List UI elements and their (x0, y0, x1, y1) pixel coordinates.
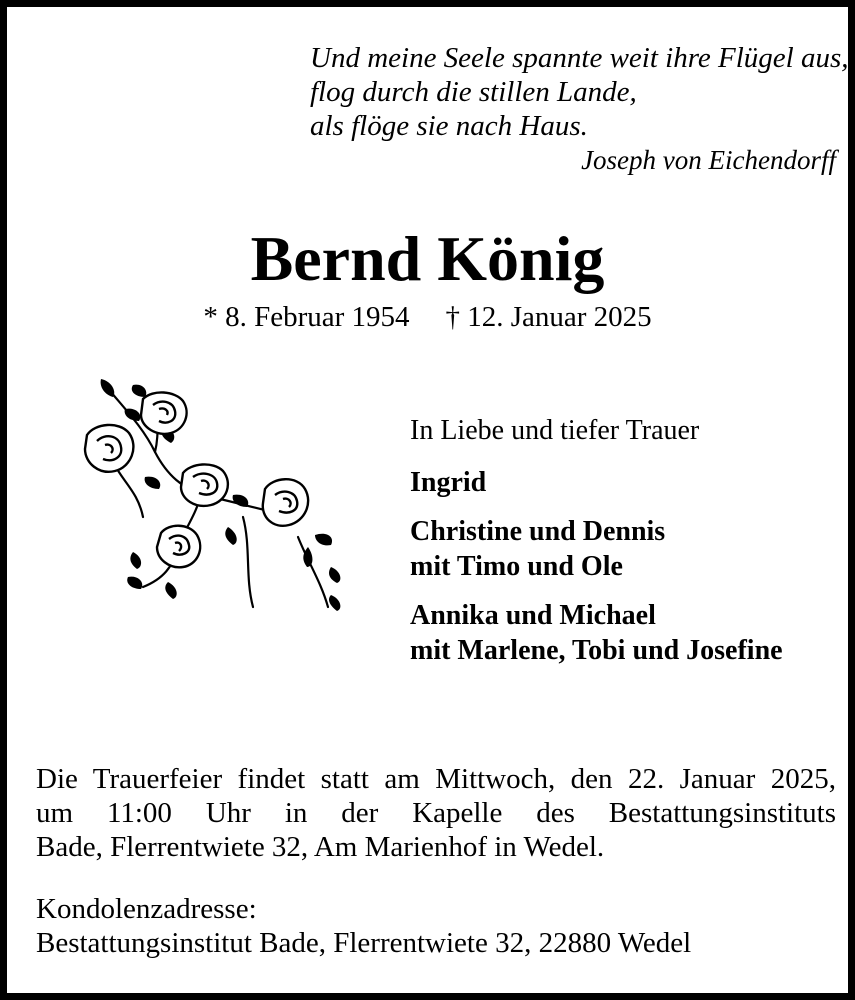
roses-branch-icon (83, 367, 353, 617)
family-line: Ingrid (410, 467, 487, 498)
family-line: mit Timo und Ole (410, 551, 623, 582)
service-line: Bade, Flerrentwiete 32, Am Marienhof in Wedel. (36, 831, 605, 863)
mourners-list (410, 413, 850, 682)
poem-line: als flöge sie nach Haus. (310, 110, 588, 142)
family-group (410, 514, 850, 584)
family-group (410, 465, 850, 500)
condolence-label: Kondolenzadresse: (36, 893, 257, 925)
poem-line: Und meine Seele spannte weit ihre Flügel aus, (310, 42, 849, 74)
condolence-address (36, 892, 836, 960)
birth-date: * 8. Februar 1954 (203, 301, 410, 333)
family-line: mit Marlene, Tobi und Josefine (410, 635, 783, 666)
poem-line: flog durch die stillen Lande, (310, 76, 637, 108)
poem-quote (310, 41, 849, 177)
condolence-address-text: Bestattungsinstitut Bade, Flerrentwiete 32, 22880 Wedel (36, 927, 692, 959)
funeral-service-info (36, 762, 836, 864)
service-line: um 11:00 Uhr in der Kapelle des Bestattungsinstituts (36, 797, 836, 829)
family-line: Annika und Michael (410, 600, 656, 631)
mourning-intro: In Liebe und tiefer Trauer (410, 415, 700, 446)
death-date: † 12. Januar 2025 (445, 301, 652, 333)
deceased-name: Bernd König (250, 223, 605, 294)
service-line: Die Trauerfeier findet statt am Mittwoch, den 22. Januar 2025, (36, 763, 836, 795)
family-group (410, 598, 850, 668)
life-dates (7, 299, 848, 335)
family-line: Christine und Dennis (410, 516, 666, 547)
poem-author: Joseph von Eichendorff (581, 145, 836, 175)
